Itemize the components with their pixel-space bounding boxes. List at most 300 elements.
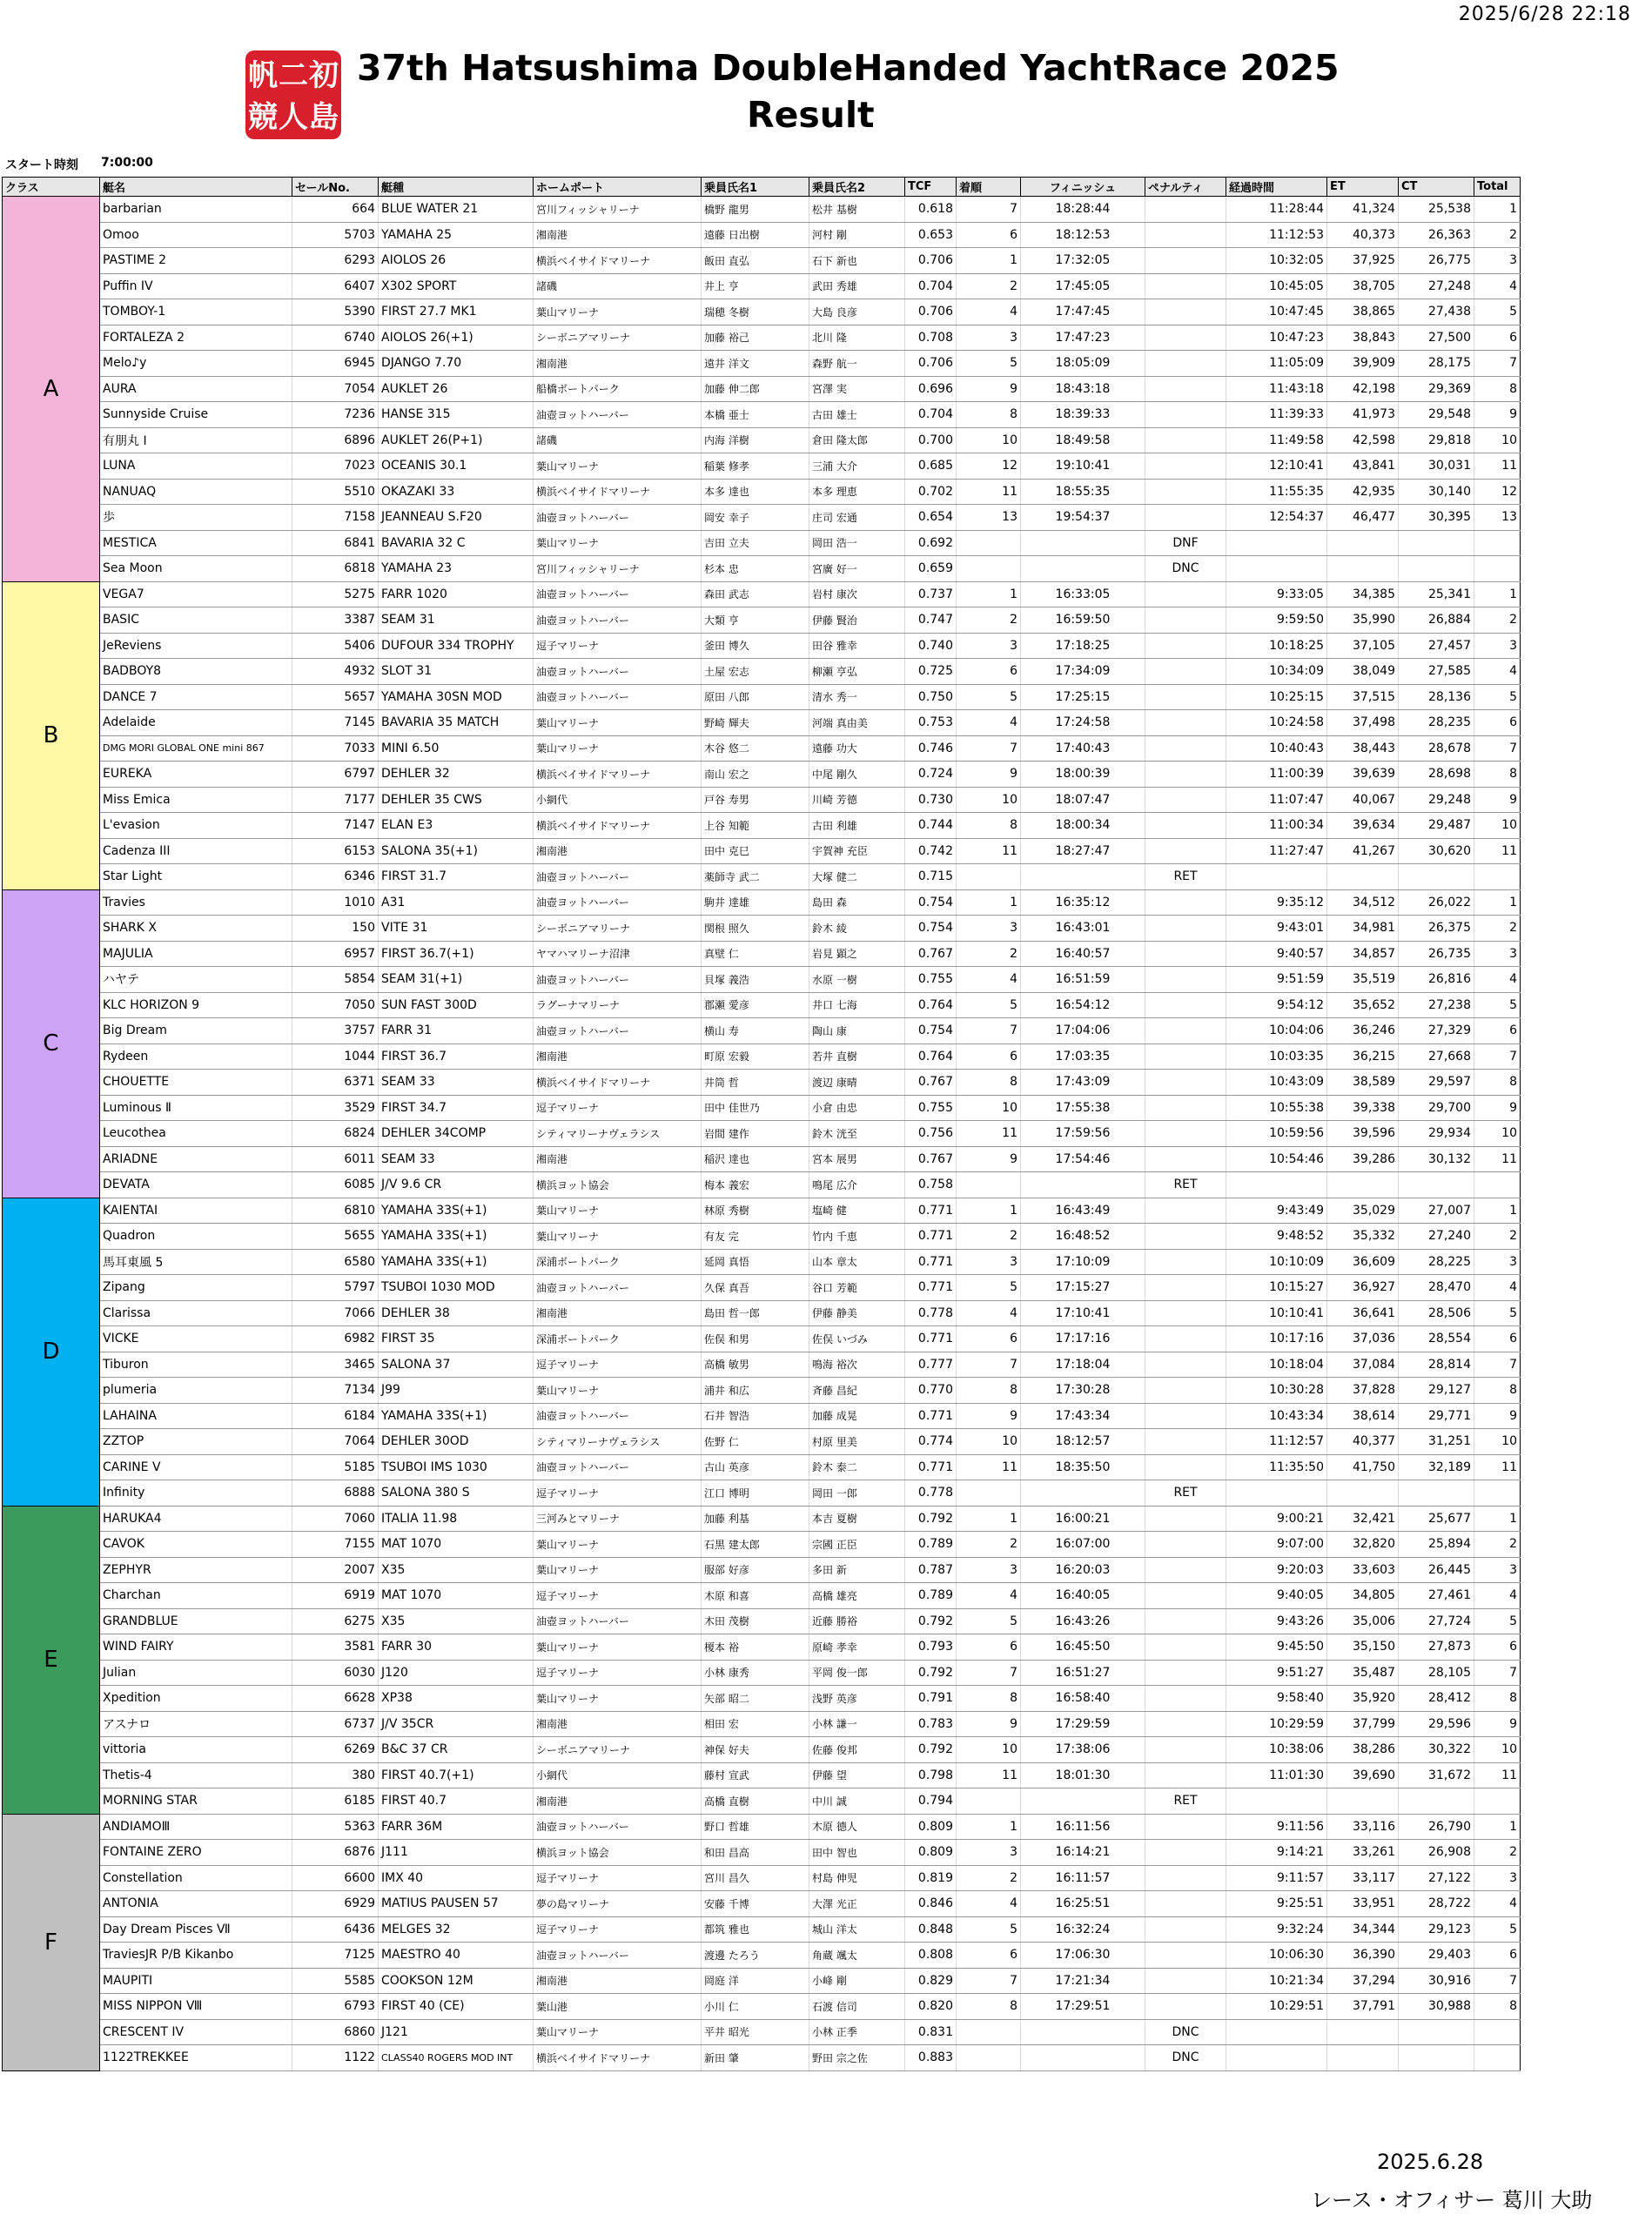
table-row — [3, 762, 1521, 788]
et: 39,639 — [1327, 762, 1399, 788]
yacht-name: Charchan — [100, 1583, 292, 1609]
sail-no: 3581 — [292, 1634, 379, 1661]
yacht-type: MINI 6.50 — [379, 735, 534, 762]
arrival-order: 1 — [957, 889, 1021, 916]
elapsed-time: 10:18:25 — [1226, 633, 1327, 659]
tcf: 0.764 — [905, 992, 957, 1018]
finish-time: 18:01:30 — [1021, 1762, 1145, 1788]
finish-time: 17:34:09 — [1021, 659, 1145, 685]
elapsed-time: 9:43:01 — [1226, 916, 1327, 942]
arrival-order: 10 — [957, 1429, 1021, 1455]
elapsed-time: 11:12:57 — [1226, 1429, 1327, 1455]
table-row — [3, 556, 1521, 582]
sail-no: 3465 — [292, 1352, 379, 1378]
elapsed-time: 9:40:05 — [1226, 1583, 1327, 1609]
crew1: 内海 洋樹 — [702, 427, 809, 453]
finish-time: 18:12:53 — [1021, 222, 1145, 248]
elapsed-time: 10:06:30 — [1226, 1943, 1327, 1969]
table-row — [3, 889, 1521, 916]
table-row — [3, 2045, 1521, 2071]
ct — [1399, 1788, 1474, 1815]
yacht-type: SEAM 33 — [379, 1070, 534, 1096]
yacht-type: AUKLET 26 — [379, 376, 534, 402]
ct — [1399, 2045, 1474, 2071]
penalty — [1145, 967, 1226, 993]
yacht-name: JeReviens — [100, 633, 292, 659]
finish-time: 17:47:45 — [1021, 299, 1145, 325]
yacht-type: MAESTRO 40 — [379, 1943, 534, 1969]
finish-time: 18:39:33 — [1021, 402, 1145, 428]
home-port: 逗子マリーナ — [534, 633, 702, 659]
sail-no: 7023 — [292, 453, 379, 480]
table-row — [3, 1224, 1521, 1250]
finish-time — [1021, 2045, 1145, 2071]
ct — [1399, 1172, 1474, 1198]
tcf: 0.771 — [905, 1326, 957, 1352]
et: 34,981 — [1327, 916, 1399, 942]
elapsed-time: 10:59:56 — [1226, 1121, 1327, 1147]
total-rank: 5 — [1474, 299, 1521, 325]
home-port: 油壺ヨットハーバー — [534, 1943, 702, 1969]
home-port: 逗子マリーナ — [534, 1095, 702, 1121]
total-rank: 7 — [1474, 735, 1521, 762]
yacht-type: BAVARIA 35 MATCH — [379, 710, 534, 736]
elapsed-time: 9:25:51 — [1226, 1891, 1327, 1917]
total-rank: 4 — [1474, 1275, 1521, 1301]
crew2: 松井 基樹 — [809, 197, 905, 223]
crew1: 岡庭 洋 — [702, 1968, 809, 1994]
home-port: 葉山マリーナ — [534, 299, 702, 325]
total-rank: 8 — [1474, 1994, 1521, 2020]
table-row — [3, 941, 1521, 967]
yacht-name: Miss Emica — [100, 787, 292, 813]
yacht-name: NANUAQ — [100, 479, 292, 505]
elapsed-time: 10:40:43 — [1226, 735, 1327, 762]
arrival-order: 8 — [957, 1686, 1021, 1712]
home-port: 油壺ヨットハーバー — [534, 889, 702, 916]
elapsed-time: 10:04:06 — [1226, 1018, 1327, 1044]
home-port: 湘南港 — [534, 1300, 702, 1326]
yacht-name: Cadenza III — [100, 838, 292, 864]
yacht-name: Clarissa — [100, 1300, 292, 1326]
total-rank: 10 — [1474, 1429, 1521, 1455]
yacht-name: LAHAINA — [100, 1403, 292, 1429]
finish-time: 17:47:23 — [1021, 325, 1145, 351]
table-row — [3, 1198, 1521, 1224]
yacht-name: WIND FAIRY — [100, 1634, 292, 1661]
sail-no: 6876 — [292, 1840, 379, 1866]
sail-no: 5797 — [292, 1275, 379, 1301]
yacht-name: vittoria — [100, 1737, 292, 1763]
finish-time: 17:17:16 — [1021, 1326, 1145, 1352]
yacht-type: SALONA 37 — [379, 1352, 534, 1378]
arrival-order: 11 — [957, 1454, 1021, 1480]
yacht-type: VITE 31 — [379, 916, 534, 942]
yacht-type: YAMAHA 33S(+1) — [379, 1224, 534, 1250]
penalty — [1145, 1634, 1226, 1661]
col-header-crew1: 乗員氏名1 — [702, 178, 809, 197]
home-port: 小網代 — [534, 787, 702, 813]
crew2: 小倉 由忠 — [809, 1095, 905, 1121]
arrival-order: 8 — [957, 813, 1021, 839]
crew2: 小峰 剛 — [809, 1968, 905, 1994]
ct: 27,238 — [1399, 992, 1474, 1018]
penalty — [1145, 1583, 1226, 1609]
col-header-sail-no: セールNo. — [292, 178, 379, 197]
table-row — [3, 710, 1521, 736]
arrival-order: 9 — [957, 1711, 1021, 1737]
sail-no: 5390 — [292, 299, 379, 325]
col-header-class: クラス — [3, 178, 100, 197]
table-row — [3, 787, 1521, 813]
total-rank: 1 — [1474, 889, 1521, 916]
yacht-name: CARINE V — [100, 1454, 292, 1480]
crew1: 本多 達也 — [702, 479, 809, 505]
page-subtitle: Result — [747, 94, 875, 136]
total-rank: 7 — [1474, 1044, 1521, 1070]
crew2: 平岡 俊一郎 — [809, 1660, 905, 1686]
et — [1327, 864, 1399, 890]
col-header-arrival: 着順 — [957, 178, 1021, 197]
sail-no: 7033 — [292, 735, 379, 762]
yacht-name: MESTICA — [100, 530, 292, 556]
sail-no: 6824 — [292, 1121, 379, 1147]
crew1: 上谷 知範 — [702, 813, 809, 839]
footer-date: 2025.6.28 — [1377, 2150, 1484, 2174]
finish-time: 17:29:51 — [1021, 1994, 1145, 2020]
finish-time — [1021, 530, 1145, 556]
total-rank: 11 — [1474, 838, 1521, 864]
sail-no: 6810 — [292, 1198, 379, 1224]
tcf: 0.706 — [905, 248, 957, 274]
penalty — [1145, 1968, 1226, 1994]
ct: 26,884 — [1399, 607, 1474, 634]
et — [1327, 1480, 1399, 1507]
crew2: 村島 伸児 — [809, 1865, 905, 1891]
yacht-type: SALONA 380 S — [379, 1480, 534, 1507]
finish-time: 18:05:09 — [1021, 351, 1145, 377]
et: 35,029 — [1327, 1198, 1399, 1224]
tcf: 0.771 — [905, 1454, 957, 1480]
table-row — [3, 916, 1521, 942]
finish-time: 17:24:58 — [1021, 710, 1145, 736]
class-label: B — [3, 581, 100, 889]
arrival-order: 5 — [957, 351, 1021, 377]
penalty — [1145, 684, 1226, 710]
yacht-name: ハヤテ — [100, 967, 292, 993]
tcf: 0.692 — [905, 530, 957, 556]
et: 35,006 — [1327, 1608, 1399, 1634]
elapsed-time: 9:58:40 — [1226, 1686, 1327, 1712]
table-row — [3, 1865, 1521, 1891]
penalty — [1145, 1711, 1226, 1737]
sail-no: 7145 — [292, 710, 379, 736]
crew1: 飯田 直弘 — [702, 248, 809, 274]
sail-no: 6740 — [292, 325, 379, 351]
yacht-name: ZZTOP — [100, 1429, 292, 1455]
yacht-type: OCEANIS 30.1 — [379, 453, 534, 480]
penalty — [1145, 1070, 1226, 1096]
sail-no: 7147 — [292, 813, 379, 839]
table-row — [3, 1249, 1521, 1275]
finish-time: 16:14:21 — [1021, 1840, 1145, 1866]
finish-time: 16:00:21 — [1021, 1506, 1145, 1532]
crew1: 貝塚 義浩 — [702, 967, 809, 993]
home-port: 小網代 — [534, 1762, 702, 1788]
home-port: 諸磯 — [534, 427, 702, 453]
ct: 29,818 — [1399, 427, 1474, 453]
ct: 30,620 — [1399, 838, 1474, 864]
et: 40,067 — [1327, 787, 1399, 813]
tcf: 0.750 — [905, 684, 957, 710]
table-row — [3, 1762, 1521, 1788]
ct: 28,506 — [1399, 1300, 1474, 1326]
table-row — [3, 1532, 1521, 1558]
table-row — [3, 1172, 1521, 1198]
et: 39,634 — [1327, 813, 1399, 839]
sail-no: 5655 — [292, 1224, 379, 1250]
penalty — [1145, 710, 1226, 736]
table-row — [3, 1686, 1521, 1712]
table-row — [3, 1994, 1521, 2020]
finish-time: 16:25:51 — [1021, 1891, 1145, 1917]
yacht-type: COOKSON 12M — [379, 1968, 534, 1994]
yacht-name: TraviesJR P/B Kikanbo — [100, 1943, 292, 1969]
finish-time — [1021, 556, 1145, 582]
sail-no: 2007 — [292, 1557, 379, 1583]
yacht-type: FARR 36M — [379, 1814, 534, 1840]
yacht-type: FIRST 40.7 — [379, 1788, 534, 1815]
elapsed-time: 10:38:06 — [1226, 1737, 1327, 1763]
table-row — [3, 351, 1521, 377]
et: 37,498 — [1327, 710, 1399, 736]
finish-time: 17:29:59 — [1021, 1711, 1145, 1737]
table-row — [3, 1403, 1521, 1429]
total-rank: 3 — [1474, 248, 1521, 274]
total-rank: 6 — [1474, 1018, 1521, 1044]
arrival-order: 11 — [957, 1762, 1021, 1788]
penalty — [1145, 735, 1226, 762]
ct: 28,136 — [1399, 684, 1474, 710]
race-officer: レース・オフィサー 葛川 大助 — [1311, 2188, 1593, 2212]
crew1: 加藤 裕己 — [702, 325, 809, 351]
yacht-type: YAMAHA 23 — [379, 556, 534, 582]
tcf: 0.770 — [905, 1378, 957, 1404]
yacht-name: CHOUETTE — [100, 1070, 292, 1096]
finish-time: 17:03:35 — [1021, 1044, 1145, 1070]
home-port: 湘南港 — [534, 351, 702, 377]
sail-no: 6793 — [292, 1994, 379, 2020]
finish-time: 17:21:34 — [1021, 1968, 1145, 1994]
crew2: 宇賀神 充臣 — [809, 838, 905, 864]
elapsed-time: 11:55:35 — [1226, 479, 1327, 505]
logo-char-1: 帆 — [248, 58, 278, 93]
yacht-name: DANCE 7 — [100, 684, 292, 710]
et: 43,841 — [1327, 453, 1399, 480]
yacht-type: FIRST 40 (CE) — [379, 1994, 534, 2020]
crew1: 梅本 義宏 — [702, 1172, 809, 1198]
yacht-name: BASIC — [100, 607, 292, 634]
ct: 30,322 — [1399, 1737, 1474, 1763]
table-row — [3, 197, 1521, 223]
table-row — [3, 530, 1521, 556]
crew1: 島田 哲一郎 — [702, 1300, 809, 1326]
yacht-name: Sea Moon — [100, 556, 292, 582]
tcf: 0.724 — [905, 762, 957, 788]
class-label: C — [3, 889, 100, 1198]
crew1: 稲葉 修孝 — [702, 453, 809, 480]
penalty: RET — [1145, 1172, 1226, 1198]
yacht-name: ANDIAMOⅢ — [100, 1814, 292, 1840]
tcf: 0.798 — [905, 1762, 957, 1788]
tcf: 0.792 — [905, 1660, 957, 1686]
home-port: ラグーナマリーナ — [534, 992, 702, 1018]
yacht-type: FIRST 31.7 — [379, 864, 534, 890]
col-header-crew2: 乗員氏名2 — [809, 178, 905, 197]
et: 32,820 — [1327, 1532, 1399, 1558]
finish-time: 16:43:49 — [1021, 1198, 1145, 1224]
home-port: 湘南港 — [534, 1788, 702, 1815]
elapsed-time: 10:25:15 — [1226, 684, 1327, 710]
home-port: 逗子マリーナ — [534, 1480, 702, 1507]
tcf: 0.700 — [905, 427, 957, 453]
penalty — [1145, 1454, 1226, 1480]
finish-time: 16:35:12 — [1021, 889, 1145, 916]
arrival-order: 6 — [957, 1634, 1021, 1661]
et: 36,927 — [1327, 1275, 1399, 1301]
et: 37,799 — [1327, 1711, 1399, 1737]
tcf: 0.789 — [905, 1532, 957, 1558]
total-rank: 6 — [1474, 1326, 1521, 1352]
total-rank: 3 — [1474, 633, 1521, 659]
arrival-order: 4 — [957, 1583, 1021, 1609]
finish-time: 18:28:44 — [1021, 197, 1145, 223]
penalty — [1145, 941, 1226, 967]
penalty — [1145, 838, 1226, 864]
table-row — [3, 1814, 1521, 1840]
sail-no: 6580 — [292, 1249, 379, 1275]
ct: 29,596 — [1399, 1711, 1474, 1737]
finish-time: 16:07:00 — [1021, 1532, 1145, 1558]
total-rank: 3 — [1474, 1865, 1521, 1891]
elapsed-time: 9:20:03 — [1226, 1557, 1327, 1583]
sail-no: 6945 — [292, 351, 379, 377]
home-port: 葉山港 — [534, 1994, 702, 2020]
arrival-order: 4 — [957, 1300, 1021, 1326]
yacht-type: AUKLET 26(P+1) — [379, 427, 534, 453]
et: 33,117 — [1327, 1865, 1399, 1891]
arrival-order: 10 — [957, 427, 1021, 453]
tcf: 0.740 — [905, 633, 957, 659]
yacht-type: FARR 30 — [379, 1634, 534, 1661]
elapsed-time: 11:49:58 — [1226, 427, 1327, 453]
elapsed-time: 9:33:05 — [1226, 581, 1327, 607]
elapsed-time: 9:14:21 — [1226, 1840, 1327, 1866]
penalty — [1145, 1198, 1226, 1224]
home-port: 葉山マリーナ — [534, 735, 702, 762]
elapsed-time — [1226, 530, 1327, 556]
crew2: 古田 雄士 — [809, 402, 905, 428]
crew1: 岡安 幸子 — [702, 505, 809, 531]
sail-no: 6011 — [292, 1146, 379, 1172]
sail-no: 3387 — [292, 607, 379, 634]
ct: 28,678 — [1399, 735, 1474, 762]
crew2: 小林 正季 — [809, 2019, 905, 2045]
tcf: 0.848 — [905, 1916, 957, 1943]
crew2: 高橋 雄亮 — [809, 1583, 905, 1609]
crew2: 鳴尾 広介 — [809, 1172, 905, 1198]
table-row — [3, 659, 1521, 685]
et: 37,084 — [1327, 1352, 1399, 1378]
crew1: 郡瀬 愛彦 — [702, 992, 809, 1018]
arrival-order: 2 — [957, 273, 1021, 299]
total-rank: 8 — [1474, 376, 1521, 402]
finish-time: 16:59:50 — [1021, 607, 1145, 634]
sail-no: 6371 — [292, 1070, 379, 1096]
yacht-name: ZEPHYR — [100, 1557, 292, 1583]
total-rank: 6 — [1474, 1634, 1521, 1661]
crew2: 小林 謙一 — [809, 1711, 905, 1737]
total-rank: 7 — [1474, 1968, 1521, 1994]
et: 35,920 — [1327, 1686, 1399, 1712]
sail-no: 7066 — [292, 1300, 379, 1326]
et: 34,344 — [1327, 1916, 1399, 1943]
yacht-name: Quadron — [100, 1224, 292, 1250]
finish-time: 18:49:58 — [1021, 427, 1145, 453]
ct: 27,457 — [1399, 633, 1474, 659]
finish-time: 17:54:46 — [1021, 1146, 1145, 1172]
total-rank — [1474, 1480, 1521, 1507]
col-header-et: ET — [1327, 178, 1399, 197]
crew2: 渡辺 康晴 — [809, 1070, 905, 1096]
et: 37,294 — [1327, 1968, 1399, 1994]
home-port: 湘南港 — [534, 838, 702, 864]
ct: 28,235 — [1399, 710, 1474, 736]
home-port: 葉山マリーナ — [534, 1557, 702, 1583]
yacht-type: X302 SPORT — [379, 273, 534, 299]
arrival-order: 11 — [957, 1121, 1021, 1147]
crew2: 井口 七海 — [809, 992, 905, 1018]
arrival-order: 2 — [957, 941, 1021, 967]
yacht-name: VICKE — [100, 1326, 292, 1352]
et: 41,973 — [1327, 402, 1399, 428]
crew1: 加藤 利基 — [702, 1506, 809, 1532]
crew2: 浅野 英彦 — [809, 1686, 905, 1712]
tcf: 0.706 — [905, 299, 957, 325]
penalty — [1145, 1916, 1226, 1943]
ct: 29,700 — [1399, 1095, 1474, 1121]
home-port: 油壺ヨットハーバー — [534, 1018, 702, 1044]
yacht-type: XP38 — [379, 1686, 534, 1712]
elapsed-time: 11:43:18 — [1226, 376, 1327, 402]
et: 42,198 — [1327, 376, 1399, 402]
crew2: 加藤 成晃 — [809, 1403, 905, 1429]
home-port: 葉山マリーナ — [534, 1198, 702, 1224]
ct: 25,538 — [1399, 197, 1474, 223]
yacht-name: KAIENTAI — [100, 1198, 292, 1224]
arrival-order: 6 — [957, 1326, 1021, 1352]
home-port: シティマリーナヴェラシス — [534, 1429, 702, 1455]
finish-time: 18:00:34 — [1021, 813, 1145, 839]
finish-time: 17:10:09 — [1021, 1249, 1145, 1275]
ct: 27,329 — [1399, 1018, 1474, 1044]
penalty — [1145, 1121, 1226, 1147]
tcf: 0.747 — [905, 607, 957, 634]
arrival-order — [957, 530, 1021, 556]
tcf: 0.792 — [905, 1608, 957, 1634]
crew2: 河端 真由美 — [809, 710, 905, 736]
yacht-name: Melo♪y — [100, 351, 292, 377]
